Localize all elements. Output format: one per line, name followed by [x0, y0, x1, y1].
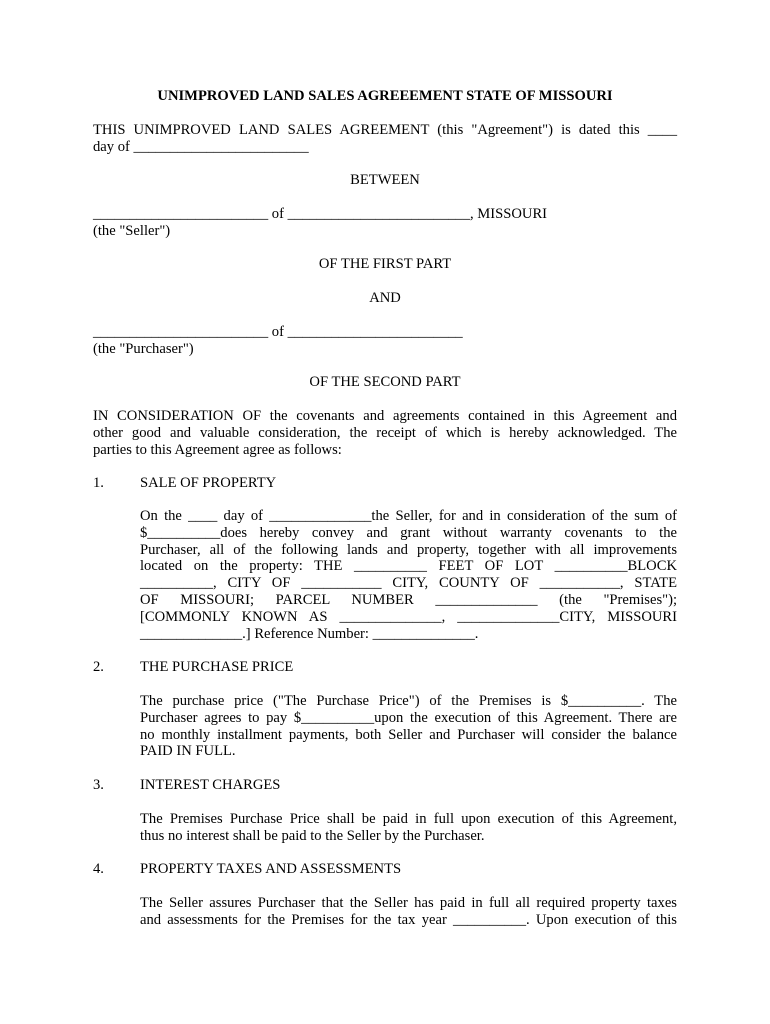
section-line: The purchase price ("The Purchase Price") of the Premises is $__________. The: [140, 693, 677, 709]
purchaser-label: (the "Purchaser"): [93, 341, 194, 357]
intro-line: day of ________________________: [93, 138, 309, 155]
consideration-paragraph: [93, 408, 677, 458]
section-number: 2.: [93, 659, 104, 675]
seller-label: (the "Seller"): [93, 223, 171, 239]
purchaser-line: ________________________ of ________________________: [93, 324, 463, 340]
intro-paragraph: [93, 122, 677, 156]
section-number: 1.: [93, 475, 104, 491]
section-line: The Seller assures Purchaser that the Seller has paid in full all required property taxes: [140, 895, 677, 911]
section-heading: SALE OF PROPERTY: [140, 475, 277, 491]
intro-line: THIS UNIMPROVED LAND SALES AGREEMENT (this "Agreement") is dated this ____: [93, 122, 677, 138]
consideration-line: parties to this Agreement agree as follows:: [93, 441, 342, 458]
section-line: located on the property: THE __________ FEET OF LOT __________BLOCK: [140, 558, 677, 575]
section-line: The Premises Purchase Price shall be paid in full upon execution of this Agreement,: [140, 811, 677, 827]
section-line: $__________does hereby convey and grant without warranty covenants to the: [140, 524, 677, 541]
section-line: ______________.] Reference Number: ______________.: [140, 625, 479, 642]
between-heading: BETWEEN: [350, 172, 420, 188]
section-line: [COMMONLY KNOWN AS ______________, ______________CITY, MISSOURI: [140, 608, 677, 625]
section-line: __________, CITY OF ___________ CITY, COUNTY OF ___________, STATE: [140, 575, 677, 592]
section-body: [140, 508, 677, 642]
section-line: and assessments for the Premises for the tax year __________. Upon execution of this: [140, 911, 677, 928]
section-line: Purchaser agrees to pay $__________upon the execution of this Agreement. There are: [140, 709, 677, 726]
section-heading: INTEREST CHARGES: [140, 777, 281, 793]
section-line: thus no interest shall be paid to the Seller by the Purchaser.: [140, 827, 485, 844]
section-line: Purchaser, all of the following lands and property, together with all improvements: [140, 541, 677, 558]
section-line: no monthly installment payments, both Seller and Purchaser will consider the balance: [140, 726, 677, 743]
section-body: [140, 811, 677, 845]
section-line: OF MISSOURI; PARCEL NUMBER ______________ (the "Premises");: [140, 591, 677, 608]
second-part-heading: OF THE SECOND PART: [309, 374, 461, 390]
first-part-heading: OF THE FIRST PART: [318, 256, 452, 272]
seller-line: ________________________ of _________________________, MISSOURI: [93, 206, 548, 222]
section-number: 4.: [93, 861, 104, 877]
consideration-line: IN CONSIDERATION OF the covenants and agreements contained in this Agreement and: [93, 408, 677, 424]
section-body: [140, 895, 677, 929]
section-heading: THE PURCHASE PRICE: [140, 659, 294, 675]
section-heading: PROPERTY TAXES AND ASSESSMENTS: [140, 861, 402, 877]
section-line: On the ____ day of ______________the Seller, for and in consideration of the sum of: [140, 508, 677, 524]
consideration-line: other good and valuable consideration, the receipt of which is hereby acknowledged. The: [93, 424, 677, 441]
document-title: UNIMPROVED LAND SALES AGREEEMENT STATE OF MISSOURI: [157, 88, 613, 104]
and-heading: AND: [369, 290, 401, 306]
section-line: PAID IN FULL.: [140, 743, 236, 760]
section-number: 3.: [93, 777, 104, 793]
section-body: [140, 693, 677, 760]
